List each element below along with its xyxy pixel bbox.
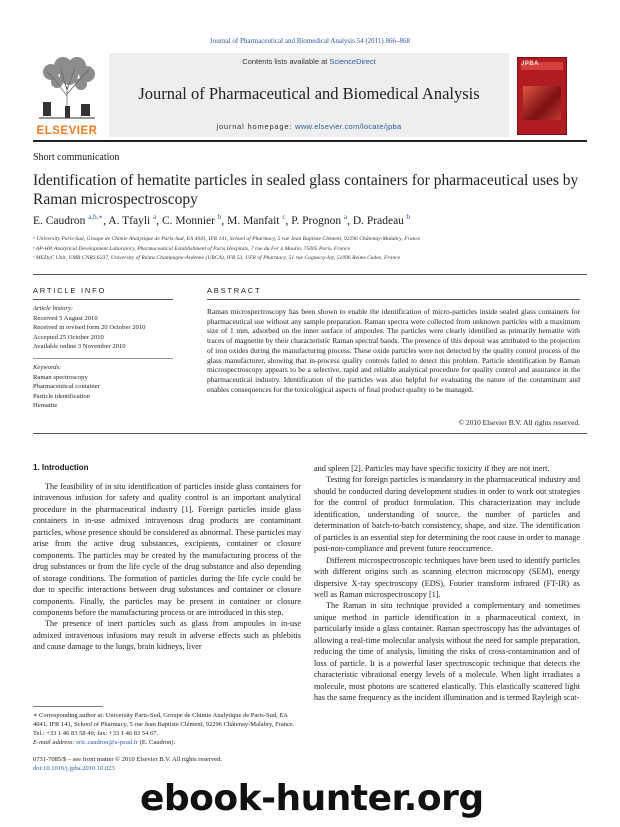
article-info-rule [33, 299, 173, 300]
article-title: Identification of hematite particles in sealed glass containers for pharmaceutical uses by Raman microspectroscopy [33, 172, 579, 208]
article-history-label: Article history: [33, 305, 74, 312]
keywords [33, 363, 173, 411]
issn-line: 0731-7085/$ – see front matter © 2010 Elsevier B.V. All rights reserved. [33, 756, 222, 763]
history-online: Available online 3 November 2010 [33, 343, 126, 350]
abstract-heading: ABSTRACT [207, 286, 262, 295]
cover-image [523, 86, 561, 120]
corresponding-author-footnote [33, 711, 301, 747]
article-type: Short communication [33, 152, 120, 163]
elsevier-logo[interactable] [33, 53, 101, 137]
author-name[interactable]: E. Caudron [33, 214, 86, 227]
homepage-line [109, 122, 509, 131]
affiliation-b: ᵇ AP-HP, Analytical Development Laboratory, Pharmaceutical Establishment of Paris Hospitals, 7 rue du Fer à Moulin, 75005 Paris, France [33, 245, 351, 252]
history-revised: Received in revised form 20 October 2010 [33, 324, 146, 331]
homepage-link[interactable]: www.elsevier.com/locate/jpba [295, 122, 402, 131]
email-link[interactable]: eric.caudron@u-psud.fr [76, 739, 139, 746]
author-name[interactable]: P. Prognon [291, 214, 342, 227]
author-name[interactable]: M. Manfait [227, 214, 280, 227]
journal-title: Journal of Pharmaceutical and Biomedical Analysis [138, 84, 480, 103]
contents-prefix: Contents lists available at [242, 57, 328, 66]
introduction-heading: 1. Introduction [33, 463, 89, 472]
header-divider [33, 140, 587, 142]
journal-cover-thumbnail[interactable] [517, 57, 567, 135]
author-affiliation-marker[interactable]: c [282, 213, 286, 221]
abstract-rule [207, 299, 580, 300]
intro-paragraph: Testing for foreign particles is mandatory in the pharmaceutical industry and should be conducted during development studies in order to work out strategies for the control of product formulation. This characterization may include identification, understanding of source, the number of particles and determination of batch-to-batch consistency, shape, and size. The identification of particles is an essential step for determining the root cause in order to manage post-non-compliance and prevent future reoccurrence. [314, 475, 580, 554]
intro-paragraph: Different microspectroscopic techniques have been used to identify particles with different origins such as scanning electron microscopy (SEM), energy dispersive X-ray spectroscopy (EDS), Fourier transform infrared (FT-IR) as well as Raman microspectroscopy [1]. [314, 555, 580, 599]
article-history [33, 304, 173, 352]
intro-paragraph: and spleen [2]. Particles may have specific toxicity if they are not inert. [314, 464, 550, 473]
keyword-item: Particle identification [33, 392, 90, 400]
keywords-rule [33, 358, 173, 359]
affiliation-divider [33, 274, 587, 275]
contents-line [109, 57, 509, 66]
keywords-label: Keywords: [33, 364, 62, 371]
homepage-prefix: journal homepage: [216, 122, 293, 131]
footnote-text: ∗ Corresponding author at: University Paris-Sud, Groupe de Chimie Analytique de Paris-Sud, EA 4041, IFR 141, School of Pharmacy, 5 rue Jean Baptiste Clément, 92296 Châtenay-Malabry, France. Tel.: +33 1 46 83 58 49; fax: +33 1 46 83 54 67. [33, 712, 295, 737]
author-affiliation-marker[interactable]: a,b,∗ [88, 213, 104, 221]
keyword-item: Pharmaceutical container [33, 383, 100, 390]
intro-paragraph: The Raman in situ technique provided a complementary and sometimes unique method in particle identification in a pharmaceutical context, in particularly inside a glass container. Raman spectroscopy has the advantages of allowing a real-time molecular analysis without the need for sample preparation, reducing the time of analysis, limiting the risks of cross-contamination and of loss of particle. It is a powerful laser spectroscopic technique that detects the characteristic vibrational energy levels of a molecule. When light irradiates a molecule, most photons are scattered elastically. This elastically scattered light has the same frequency as the incident illumination and is termed Rayleigh scat- [314, 601, 580, 703]
elsevier-wordmark: ELSEVIER [36, 125, 98, 137]
author-name[interactable]: C. Monnier [161, 214, 215, 227]
author-affiliation-marker[interactable]: a [153, 213, 157, 221]
copyright-notice: © 2010 Elsevier B.V. All rights reserved. [458, 418, 580, 427]
author-affiliation-marker[interactable]: b [406, 213, 411, 221]
author-name[interactable]: A. Tfayli [108, 214, 151, 227]
author-affiliation-marker[interactable]: a [343, 213, 348, 221]
author-list: E. Caudron $^{a,b,∗}$, A. Tfayli $^a$, C. Monnier $^b$, M. Manfait $^c$, P. Prognon $^a$, D. Pradeau $^b$ [33, 213, 411, 227]
affiliation-c: ᶜ MEDyC Unit, UMR CNRS 6237, University of Reims Champagne-Ardenne (URCA), IFR 53, UFR of Pharmacy, 51 rue Cognacq-Jay, 51096 Reims Cedex, France [33, 255, 401, 261]
front-matter-info [33, 755, 222, 773]
footnote-rule [33, 706, 103, 707]
email-label: E-mail address: [33, 739, 75, 746]
affiliations [33, 235, 587, 264]
keyword-item: Raman spectroscopy [33, 373, 88, 381]
intro-paragraph: The presence of inert particles such as glass from ampoules in in-use admixed intravenous infusions may result in adverse effects such as phlebitis and cause damage to the lungs, brain kidneys, liver [33, 619, 301, 652]
intro-paragraph: The feasibility of in situ identification of particles inside glass containers for intravenous infusion for safety and quality control is an important analytical procedure in the pharmaceutical industry [1]. Foreign particles inside glass containers in in-use admixed intravenous drug products are contaminant particles, whose presence should be considered as abnormal. These particles may arise from the active drug substances, excipients, container or closure components. The particles may be created by the manufacturing process of the drug substances or from the life cycle of the drug substance and also depending of storage conditions. The formation of particles during the life cycle could be due to specific interactions between drug substances and container or closure components. Finally, the particles may be present in container or closure components before the manufacturing process or are introduced in this step. [33, 482, 301, 617]
author-affiliation-marker[interactable]: b [217, 213, 222, 221]
journal-citation[interactable]: Journal of Pharmaceutical and Biomedical Analysis 54 (2011) 866–868 [210, 37, 410, 45]
doi-link[interactable]: doi:10.1016/j.jpba.2010.10.023 [33, 765, 115, 772]
footnote-email-line [33, 738, 301, 747]
watermark: ebook-hunter.org [140, 778, 484, 819]
email-suffix: (E. Caudron). [139, 739, 176, 746]
sciencedirect-link[interactable]: ScienceDirect [329, 57, 376, 66]
journal-banner [109, 53, 509, 137]
left-column [33, 481, 301, 653]
right-column [314, 463, 580, 704]
history-accepted: Accepted 25 October 2010 [33, 333, 104, 341]
affiliation-a: ᵃ University Paris-Sud, Groupe de Chimie Analytique de Paris-Sud, EA 4041, IFR 141, School of Pharmacy, 5 rue Jean Baptiste Clément, 92296 Châtenay-Malabry, France [33, 236, 421, 242]
abstract-bottom-rule [33, 433, 587, 434]
article-info-heading: ARTICLE INFO [33, 286, 107, 295]
tree-icon [37, 56, 97, 120]
journal-header [33, 53, 587, 137]
cover-title: JPBA [521, 61, 540, 67]
author-name[interactable]: D. Pradeau [352, 214, 404, 227]
history-received: Received 5 August 2010 [33, 314, 98, 322]
keyword-item: Hematite [33, 402, 58, 409]
abstract-text: Raman microspectroscopy has been shown to enable the identification of micro-particles inside sealed glass containers for pharmaceutical use without any sample preparation. Raman spectra were collected from unknown particles with a maximum size of 1 mm, adsorbed on the inner surface of ampoules. The particles were clearly identified as primarily hematite with traces of magnetite by their characteristic Raman spectral bands. The presence of this deposit was attributed to the projection of iron oxides during the manufacturing process. These oxide particles were not detected by the quality control process of the glass manufacturer, showing that in-process quality controls failed to detect this problem. Particle identification by Raman microspectroscopy appears to be a selective, rapid and reliable analytical procedure for quality control and assurance in the pharmaceutical industry. Identification of the particles was also helpful for evaluating the nature of the contaminant and enables consequences for the toxicological aspects of final product quality to be managed. [207, 307, 580, 394]
